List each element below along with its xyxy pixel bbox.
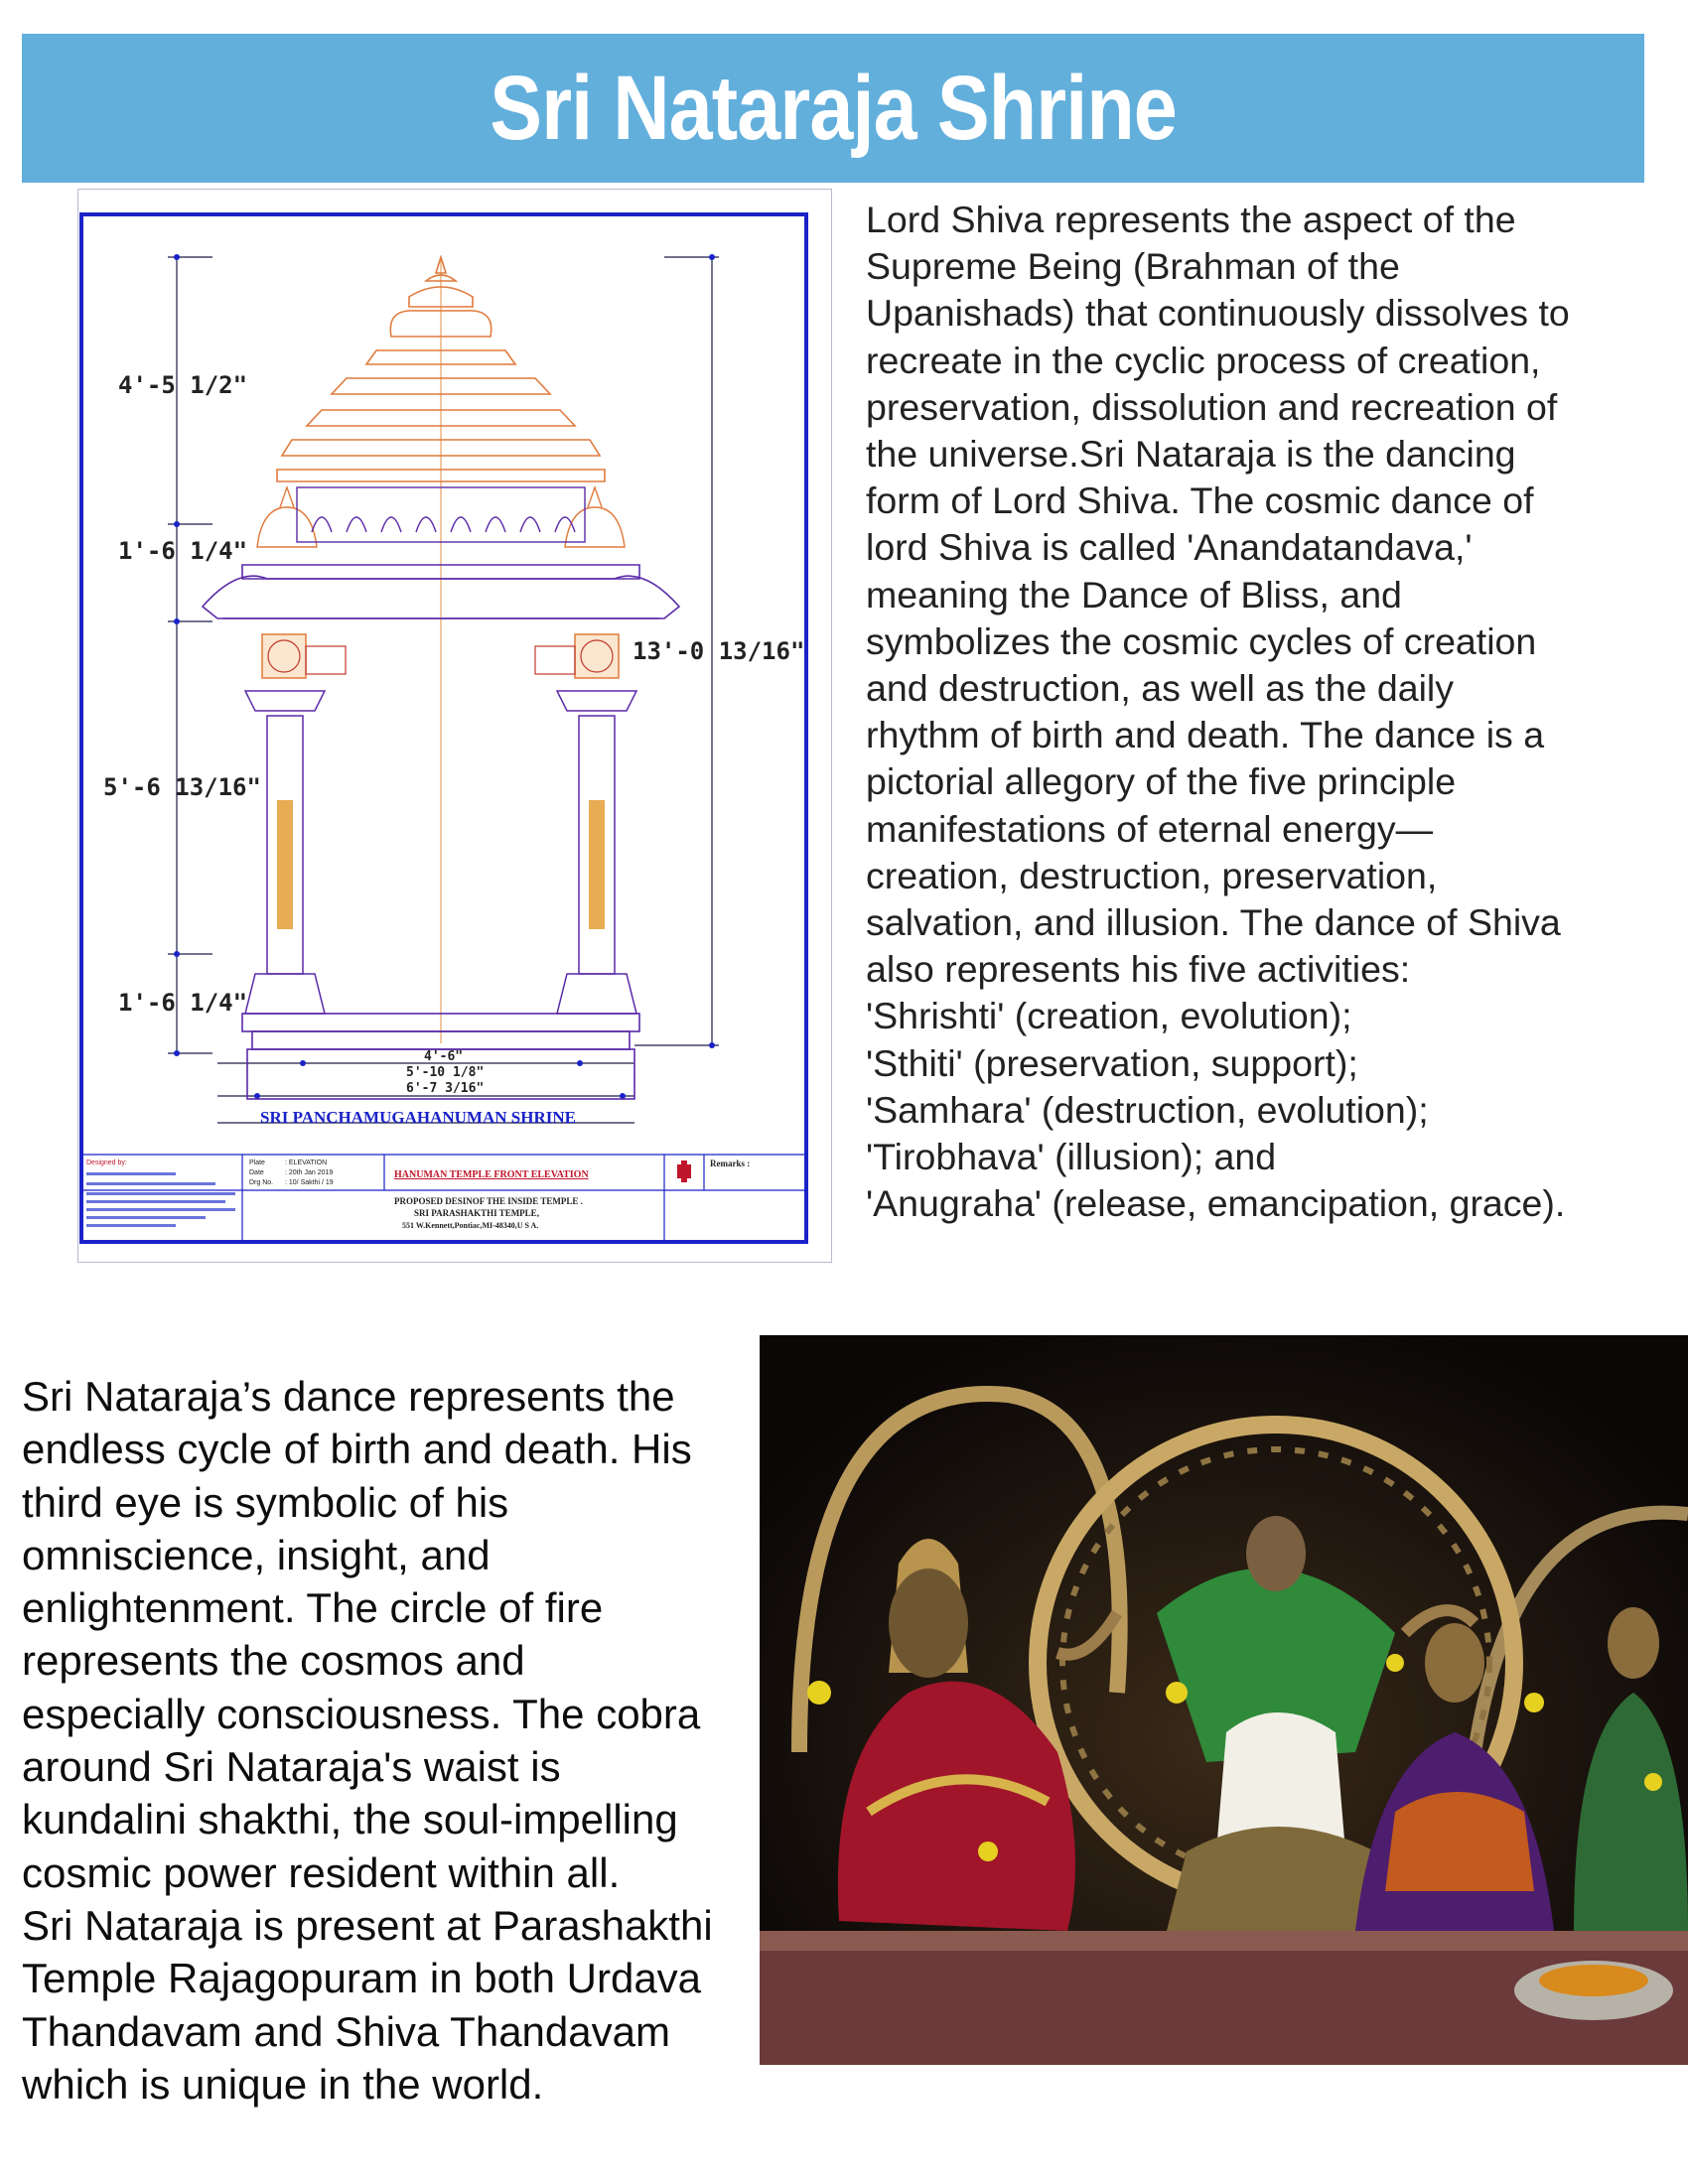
body-line: Thandavam and Shiva Thandavam xyxy=(22,2007,670,2055)
body-line: especially consciousness. The cobra xyxy=(22,1690,701,1737)
intro-line: 'Tirobhava' (illusion); and xyxy=(866,1136,1277,1178)
body-line: omniscience, insight, and xyxy=(22,1531,491,1578)
tb-logo-icon xyxy=(677,1160,691,1182)
intro-line: recreate in the cyclic process of creation, xyxy=(866,339,1541,381)
dim-dome-height: 4'-5 1/2" xyxy=(118,371,248,399)
body-line: which is unique in the world. xyxy=(22,2060,544,2108)
intro-line: Lord Shiva represents the aspect of the xyxy=(866,199,1516,240)
tb-designed-by: Designed by: xyxy=(86,1160,127,1166)
body-line: third eye is symbolic of his xyxy=(22,1478,509,1526)
intro-paragraph xyxy=(866,197,1660,1227)
intro-line: rhythm of birth and death. The dance is a xyxy=(866,714,1545,756)
body-line: enlightenment. The circle of fire xyxy=(22,1584,604,1632)
intro-line: lord Shiva is called 'Anandatandava,' xyxy=(866,526,1473,569)
dim-pillar-width: 5'-10 1/8" xyxy=(406,1065,485,1080)
body-line: cosmic power resident within all. xyxy=(22,1848,621,1896)
body-line: kundalini shakthi, the soul-impelling xyxy=(22,1796,678,1843)
body-line: represents the cosmos and xyxy=(22,1637,525,1685)
intro-line: the universe.Sri Nataraja is the dancing xyxy=(866,433,1516,476)
photo-illustration xyxy=(760,1335,1688,2065)
tb-remarks: Remarks : xyxy=(710,1159,751,1168)
tb-sheet-title: HANUMAN TEMPLE FRONT ELEVATION xyxy=(394,1169,589,1180)
tb-plate-val: : ELEVATION xyxy=(285,1160,328,1166)
intro-line: preservation, dissolution and recreation of xyxy=(866,385,1558,428)
intro-line: 'Shrishti' (creation, evolution); xyxy=(866,995,1352,1037)
dim-pillar-height: 5'-6 13/16" xyxy=(103,773,261,801)
intro-line: and destruction, as well as the daily xyxy=(866,667,1454,710)
dim-inner-width: 4'-6" xyxy=(424,1049,464,1064)
shrine-label: SRI PANCHAMUGAHANUMAN SHRINE xyxy=(260,1108,576,1127)
nataraja-paragraph xyxy=(22,1370,767,2111)
intro-line: creation, destruction, preservation, xyxy=(866,854,1438,896)
body-line: endless cycle of birth and death. His xyxy=(22,1426,692,1473)
title-banner xyxy=(22,34,1644,183)
tb-temple: SRI PARASHAKTHI TEMPLE, xyxy=(414,1208,539,1218)
intro-line: Supreme Being (Brahman of the xyxy=(866,245,1400,288)
tb-address: 551 W.Kennett,Pontiac,MI-48340,U S A. xyxy=(402,1221,539,1230)
page-title: Sri Nataraja Shrine xyxy=(490,57,1177,159)
dim-total-height: 13'-0 13/16" xyxy=(633,637,805,665)
nataraja-shrine-photo xyxy=(760,1335,1688,2065)
intro-line: 'Samhara' (destruction, evolution); xyxy=(866,1088,1429,1131)
intro-line: salvation, and illusion. The dance of Shiva xyxy=(866,901,1561,944)
intro-line: 'Sthiti' (preservation, support); xyxy=(866,1041,1358,1084)
elevation-svg xyxy=(78,190,831,1262)
intro-line: pictorial allegory of the five principle xyxy=(866,760,1457,803)
intro-line: Upanishads) that continuously dissolves to xyxy=(866,292,1570,335)
tb-drg-val: : 10/ Sakthi / 19 xyxy=(285,1179,334,1186)
dim-eave-height: 1'-6 1/4" xyxy=(118,537,248,565)
shrine-elevation-drawing xyxy=(77,189,832,1263)
intro-line: form of Lord Shiva. The cosmic dance of xyxy=(866,479,1534,522)
intro-line: symbolizes the cosmic cycles of creation xyxy=(866,619,1537,662)
body-line: Sri Nataraja’s dance represents the xyxy=(22,1373,675,1420)
intro-line: manifestations of eternal energy— xyxy=(866,807,1434,850)
tb-date-val: : 20th Jan 2019 xyxy=(285,1169,334,1176)
intro-line: 'Anugraha' (release, emancipation, grace). xyxy=(866,1182,1566,1225)
body-line: Sri Nataraja is present at Parashakthi xyxy=(22,1901,713,1949)
body-line: Temple Rajagopuram in both Urdava xyxy=(22,1955,702,2002)
dim-base-height: 1'-6 1/4" xyxy=(118,989,248,1017)
tb-proposed: PROPOSED DESINOF THE INSIDE TEMPLE . xyxy=(394,1196,583,1206)
body-line: around Sri Nataraja's waist is xyxy=(22,1743,561,1791)
tb-drg-key: Drg No. xyxy=(249,1179,274,1186)
dim-base-width: 6'-7 3/16" xyxy=(406,1081,485,1096)
tb-date-key: Date xyxy=(249,1169,264,1176)
tb-plate-key: Plate xyxy=(249,1160,265,1166)
intro-line: meaning the Dance of Bliss, and xyxy=(866,573,1402,615)
intro-line: also represents his five activities: xyxy=(866,948,1411,991)
